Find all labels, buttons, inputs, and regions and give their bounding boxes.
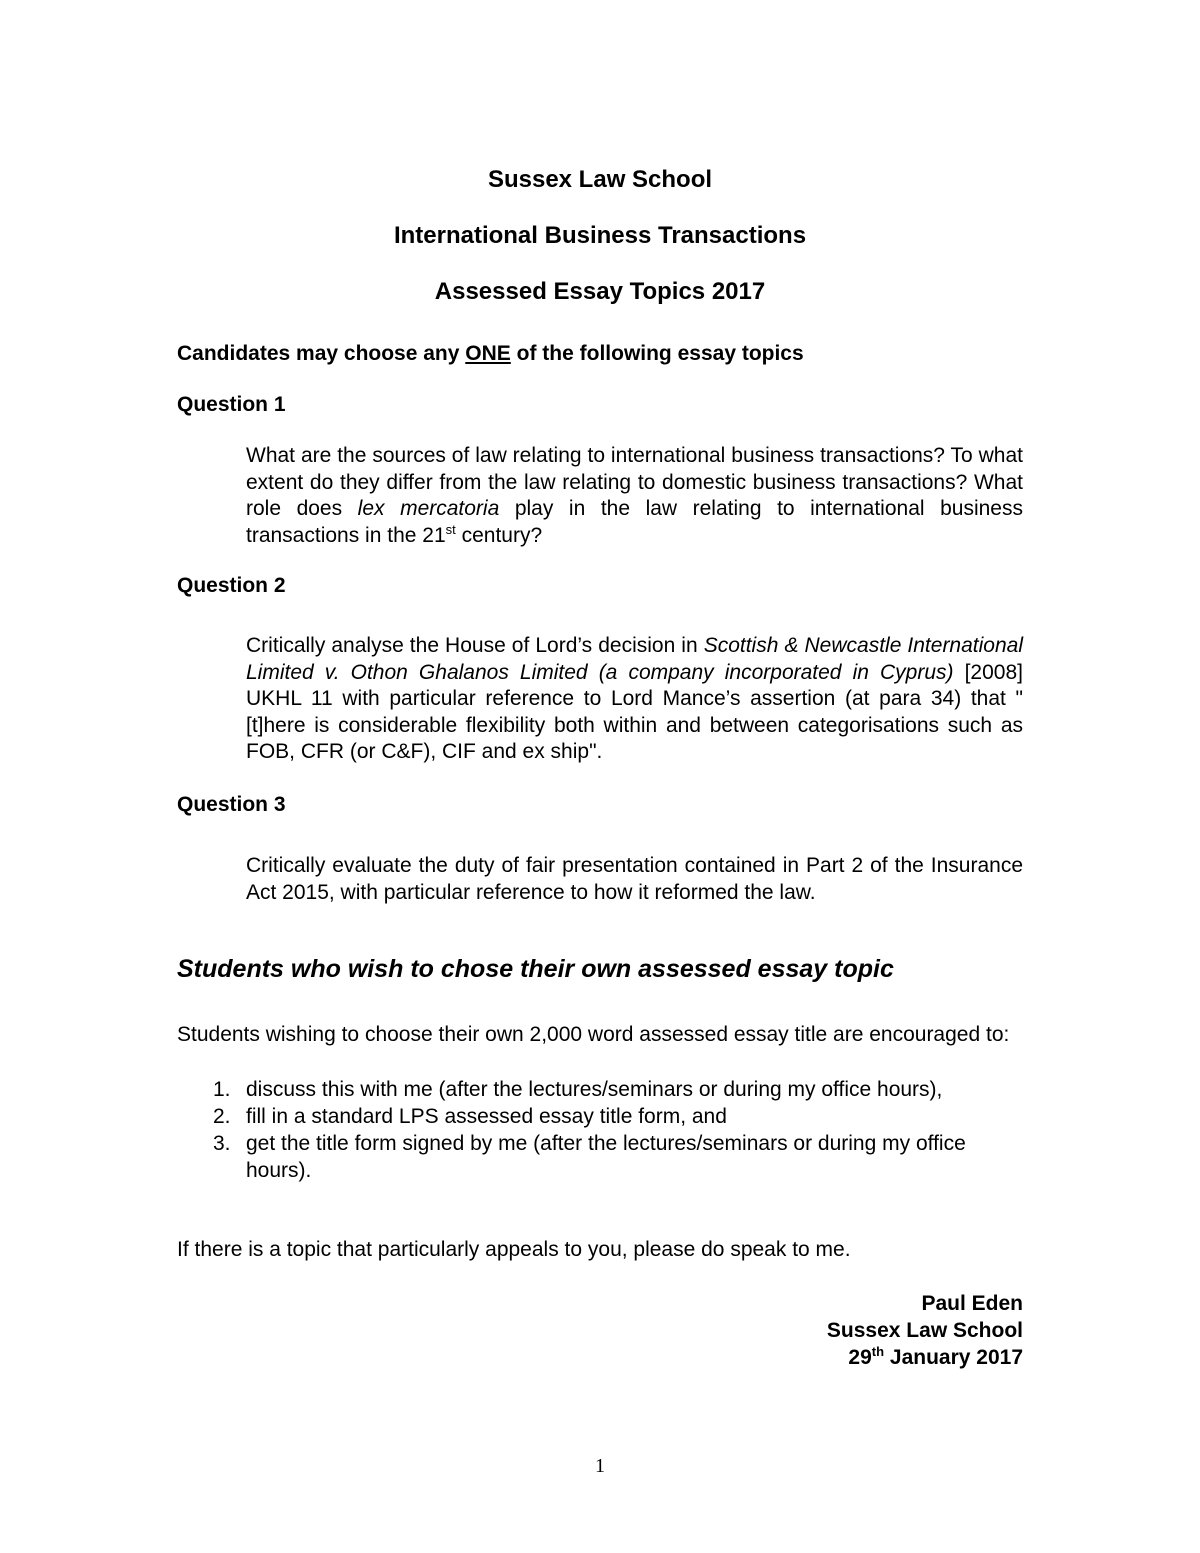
question-2-case-name: Scottish & Newcastle International Limited v. Othon Ghalanos Limited (a company incorporated in Cyprus) (246, 634, 1023, 684)
question-1-part-e: century? (455, 523, 543, 547)
step-number: 2. (213, 1105, 231, 1128)
question-1-ordinal-suffix: st (445, 521, 456, 537)
step-number: 3. (213, 1132, 231, 1155)
instruction-emphasis: ONE (465, 342, 511, 365)
question-2-part-a: Critically analyse the House of Lord’s decision in (246, 634, 704, 657)
date-ordinal-suffix: th (871, 1344, 885, 1359)
question-3-part-a: Critically evaluate the duty of fair presentation contained in Part 2 of the Insurance Act 2015, with particular reference to how it reformed the law. (246, 854, 1023, 904)
question-1-heading: Question 1 (177, 393, 286, 416)
question-1-part-a: What are the sources of law relating to international business transactions? To what extent do they differ from the law relating to domestic business transactions? What role does (246, 444, 1023, 520)
step-number: 1. (213, 1078, 231, 1101)
question-3-text (246, 853, 1023, 906)
list-item (177, 1076, 1023, 1103)
list-item (177, 1130, 1023, 1184)
question-2-heading: Question 2 (177, 574, 286, 597)
question-1-text (246, 443, 1023, 549)
school-title: Sussex Law School (487, 166, 713, 193)
own-topic-heading: Students who wish to chose their own assessed essay topic (177, 955, 894, 983)
instruction-suffix: of the following essay topics (510, 342, 804, 365)
question-1-italic-term: lex mercatoria (357, 497, 500, 520)
signature-school: Sussex Law School (826, 1319, 1023, 1342)
question-3-heading: Question 3 (177, 793, 286, 816)
date-rest: January 2017 (884, 1346, 1023, 1369)
own-topic-steps (177, 1076, 1023, 1184)
list-item (177, 1103, 1023, 1130)
step-text: get the title form signed by me (after the lectures/seminars or during my office hours). (246, 1132, 966, 1182)
question-2-part-c: [2008] UKHL 11 with particular reference to Lord Mance’s assertion (at para 34) that "[t]here is considerable flexibility both within and between categorisations such as FOB, CFR (or C&F), CIF and ex ship". (246, 660, 1023, 763)
step-text: discuss this with me (after the lectures/seminars or during my office hours), (246, 1078, 943, 1101)
closing-remark: If there is a topic that particularly appeals to you, please do speak to me. (177, 1238, 851, 1261)
step-text: fill in a standard LPS assessed essay title form, and (246, 1105, 727, 1128)
module-title: International Business Transactions (393, 222, 807, 249)
instruction-line (177, 342, 804, 366)
question-2-text (246, 633, 1023, 766)
page-number: 1 (595, 1455, 605, 1477)
signature-name: Paul Eden (921, 1292, 1023, 1315)
instruction-prefix: Candidates may choose any (177, 342, 466, 365)
signature-date (848, 1346, 1023, 1370)
own-topic-intro: Students wishing to choose their own 2,000 word assessed essay title are encouraged to: (177, 1023, 1010, 1046)
date-day: 29 (848, 1346, 872, 1369)
question-1-part-c: play in the law relating to international business transactions in the 21 (246, 497, 1023, 547)
document-title: Assessed Essay Topics 2017 (434, 278, 766, 305)
